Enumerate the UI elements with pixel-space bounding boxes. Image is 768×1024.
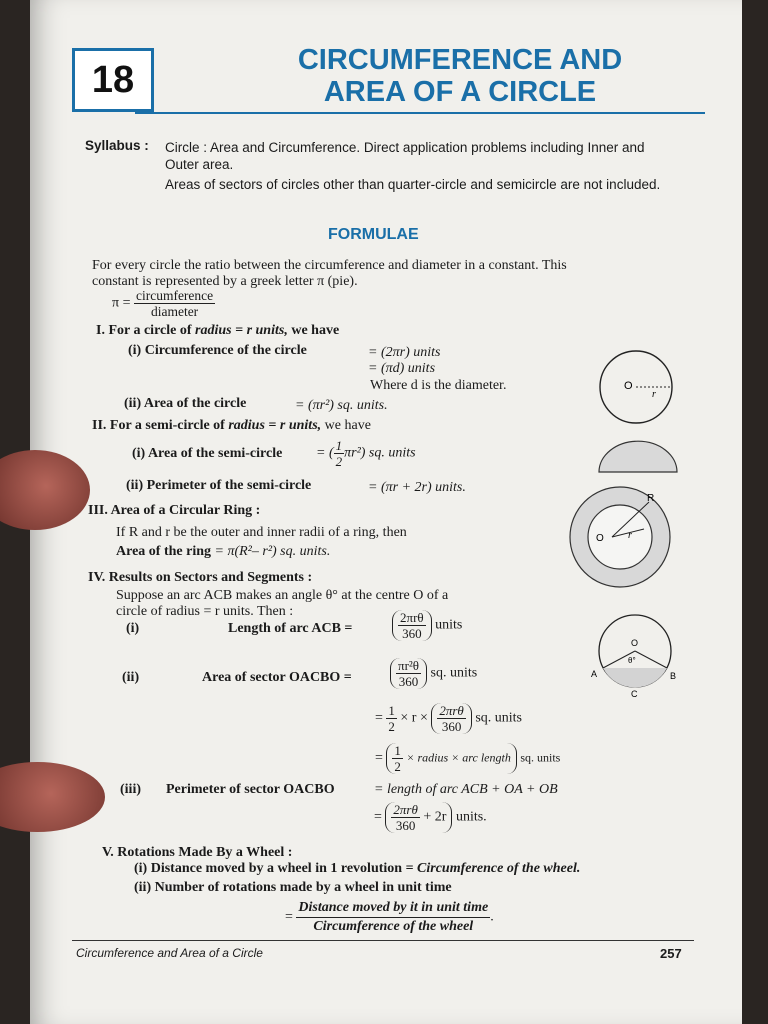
sec3-heading: III. Area of a Circular Ring : — [88, 503, 261, 518]
ring-label-O: O — [596, 533, 604, 544]
sector-label-theta: θ° — [628, 656, 636, 665]
ring-figure — [560, 485, 680, 595]
chapter-title-line1: CIRCUMFERENCE AND — [297, 44, 623, 76]
chapter-number-box — [72, 48, 154, 112]
sec4-iii-label: Perimeter of sector OACBO — [166, 782, 335, 797]
sec4-i-label: Length of arc ACB = — [228, 621, 353, 636]
circle-figure — [590, 345, 700, 430]
sec4-heading: IV. Results on Sectors and Segments : — [88, 570, 313, 585]
sector-label-B: B — [670, 671, 677, 681]
sec1-circumference-label: (i) Circumference of the circle — [128, 343, 307, 358]
sec1-area-val: = (πr²) sq. units. — [295, 398, 388, 413]
sector-label-O: O — [631, 638, 639, 648]
sec2-perimeter-val: = (πr + 2r) units. — [368, 480, 466, 495]
pi-denominator: diameter — [150, 304, 199, 319]
syllabus-line2: Areas of sectors of circles other than quarter-circle and semicircle are not included. — [165, 177, 661, 192]
sec1-heading: I. For a circle of radius = r units, we have — [96, 323, 340, 338]
sec1-diameter-note: Where d is the diameter. — [370, 378, 507, 393]
sec2-perimeter-label: (ii) Perimeter of the semi-circle — [126, 478, 312, 493]
pi-lhs: π = — [112, 295, 131, 311]
syllabus-label: Syllabus : — [85, 138, 149, 153]
sec4-i-formula: $\frac{\text{2πrθ}}{360}$ units — [392, 610, 462, 641]
sec4-ii-num: (ii) — [122, 670, 140, 685]
chapter-number: 18 — [91, 58, 135, 101]
ring-label-R: R — [647, 493, 655, 504]
pi-numerator: circumference — [135, 288, 214, 303]
sec4-ii-eq3: = $\frac{1}{2}$ × radius × arc length sq. units — [375, 743, 561, 774]
pi-formula — [112, 288, 215, 319]
title-rule — [135, 112, 705, 114]
sec4-iii-num: (iii) — [120, 782, 141, 797]
sec4-iii-val: = length of arc ACB + OA + OB — [374, 782, 558, 797]
footer-title: Circumference and Area of a Circle — [76, 946, 263, 960]
sec4-ii-label: Area of sector OACBO = — [202, 670, 352, 685]
formulae-heading: FORMULAE — [328, 226, 419, 243]
sector-label-C: C — [631, 689, 638, 699]
sec4-iii-formula: = $\frac{\text{2πrθ}}{360}$ + 2r units. — [374, 802, 487, 833]
sec3-area: Area of the ring = π(R²– r²) sq. units. — [116, 544, 331, 559]
intro-line2: constant is represented by a greek letter π (pie). — [92, 274, 358, 289]
textbook-page — [30, 0, 742, 1024]
sec4-ii-eq2: = $\frac{1}{2}$ × r × $\frac{\text{2πrθ}}{360}$ sq. units — [375, 703, 523, 734]
sec2-heading: II. For a semi-circle of radius = r units, we have — [92, 418, 371, 433]
sec4-line2: circle of radius = r units. Then : — [116, 604, 294, 619]
sec1-circumference-val2: = (πd) units — [368, 361, 436, 376]
sector-figure — [585, 605, 685, 700]
footer-rule — [72, 940, 694, 941]
sec5-i: (i) Distance moved by a wheel in 1 revolution = Circumference of the wheel. — [134, 861, 581, 876]
chapter-title-line2: AREA OF A CIRCLE — [323, 76, 597, 108]
sec1-area-label: (ii) Area of the circle — [124, 396, 247, 411]
sec2-area-val: = ( $\frac{1}{2}$ πr²) sq. units — [316, 438, 416, 469]
sector-label-A: A — [591, 669, 598, 679]
sec1-circumference-val1: = (2πr) units — [368, 345, 441, 360]
intro-line1: For every circle the ratio between the circumference and diameter in a constant. This — [92, 258, 567, 273]
sec2-area-label: (i) Area of the semi-circle — [132, 446, 283, 461]
circle-label-o: O — [624, 380, 633, 392]
sec3-line1: If R and r be the outer and inner radii of a ring, then — [116, 525, 407, 540]
semicircle-figure — [595, 438, 685, 478]
chapter-title — [240, 44, 680, 108]
sec5-heading: V. Rotations Made By a Wheel : — [102, 845, 293, 860]
sec4-ii-formula: $\frac{\text{πr²θ}}{360}$ sq. units — [390, 658, 477, 689]
sec5-ii: (ii) Number of rotations made by a wheel in unit time — [134, 880, 452, 895]
sec4-i-num: (i) — [126, 621, 140, 636]
page-number: 257 — [660, 946, 682, 961]
sec4-line1: Suppose an arc ACB makes an angle θ° at the centre O of a — [116, 588, 449, 603]
ring-label-r: r — [628, 530, 632, 541]
syllabus-line1: Circle : Area and Circumference. Direct application problems including Inner and Outer area. — [165, 140, 645, 172]
circle-label-r: r — [652, 389, 656, 400]
sec5-formula: = $\frac{\text{Distance moved by it in unit time}}{\text{Circumference of the wheel}}$ . — [285, 900, 494, 934]
